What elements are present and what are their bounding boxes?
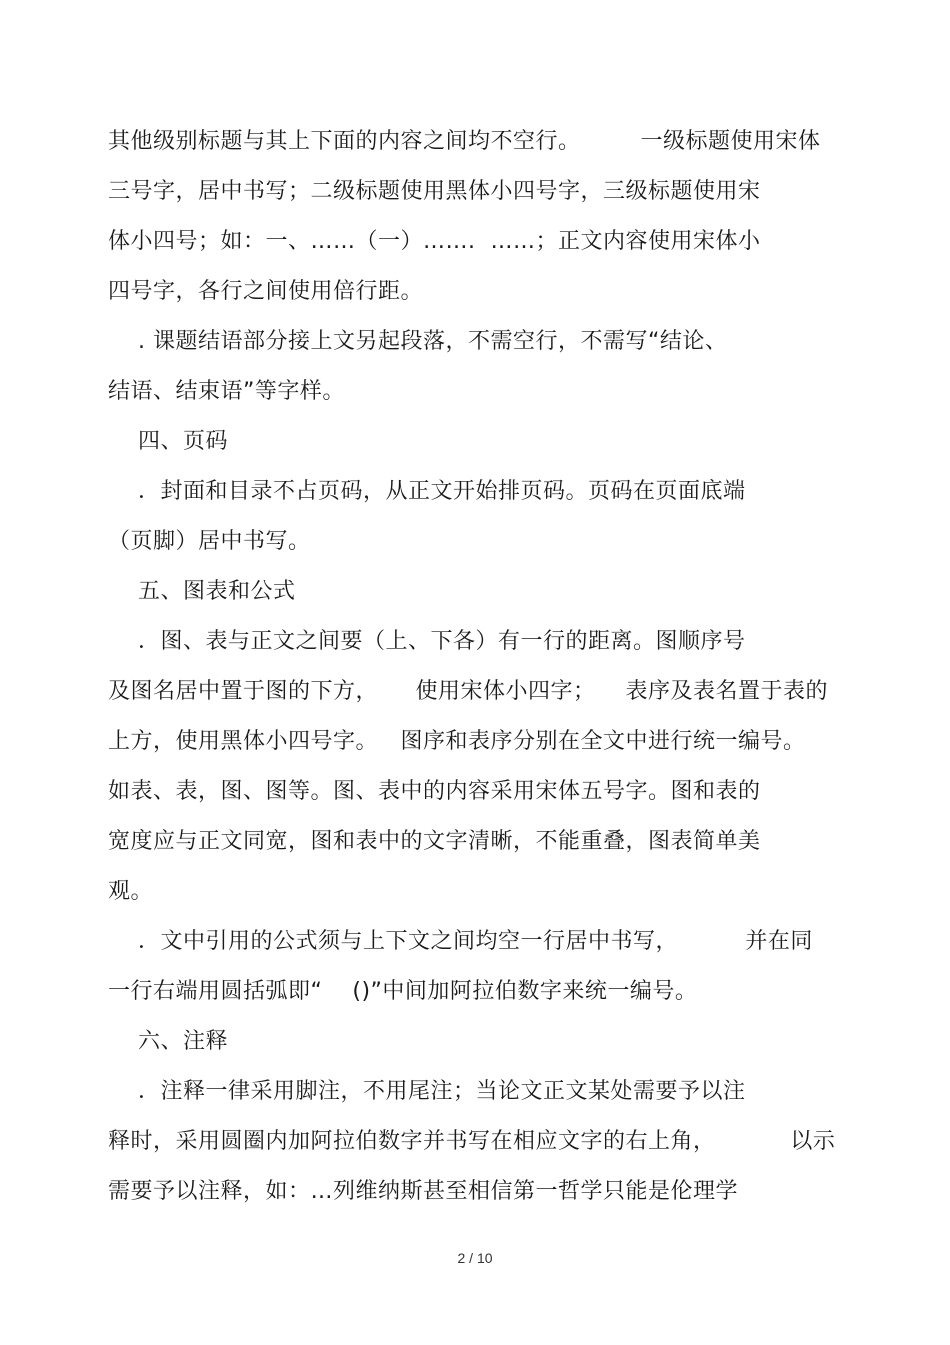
text-line: 四号字，各行之间使用倍行距。 bbox=[108, 279, 424, 304]
text-line: 结语、结束语”等字样。 bbox=[108, 379, 345, 404]
text-line: . 课题结语部分接上文另起段落，不需空行，不需写“结论、 bbox=[108, 329, 728, 354]
text-line: 上方，使用黑体小四号字。 图序和表序分别在全文中进行统一编号。 bbox=[108, 729, 806, 754]
text-line: 一行右端用圆括弧即“ ()”中间加阿拉伯数字来统一编号。 bbox=[108, 979, 698, 1004]
text-line: 观。 bbox=[108, 879, 154, 904]
text-line: ．文中引用的公式须与上下文之间均空一行居中书写， 并在同 bbox=[108, 929, 813, 954]
text-line: 其他级别标题与其上下面的内容之间均不空行。 一级标题使用宋体 bbox=[108, 129, 821, 154]
text-line: 释时，采用圆圈内加阿拉伯数字并书写在相应文字的右上角， 以示 bbox=[108, 1129, 836, 1154]
text-line: （页脚）居中书写。 bbox=[108, 529, 311, 554]
text-line: ．封面和目录不占页码，从正文开始排页码。页码在页面底端 bbox=[108, 479, 746, 504]
text-line: 三号字，居中书写；二级标题使用黑体小四号字，三级标题使用宋 bbox=[108, 179, 761, 204]
section-heading: 五、图表和公式 bbox=[108, 579, 296, 604]
section-heading: 四、页码 bbox=[108, 429, 228, 454]
section-heading: 六、注释 bbox=[108, 1029, 228, 1054]
text-line: 体小四号；如：一、……（一）……. ……；正文内容使用宋体小 bbox=[108, 229, 761, 254]
text-line: 及图名居中置于图的下方， 使用宋体小四字； 表序及表名置于表的 bbox=[108, 679, 828, 704]
text-line: 需要予以注释，如：…列维纳斯甚至相信第一哲学只能是伦理学 bbox=[108, 1179, 739, 1204]
text-line: ．图、表与正文之间要（上、下各）有一行的距离。图顺序号 bbox=[108, 629, 746, 654]
page-number: 2 / 10 bbox=[457, 1250, 493, 1266]
text-line: 宽度应与正文同宽，图和表中的文字清晰，不能重叠，图表简单美 bbox=[108, 829, 761, 854]
text-line: ．注释一律采用脚注，不用尾注；当论文正文某处需要予以注 bbox=[108, 1079, 746, 1104]
text-line: 如表、表，图、图等。图、表中的内容采用宋体五号字。图和表的 bbox=[108, 779, 761, 804]
